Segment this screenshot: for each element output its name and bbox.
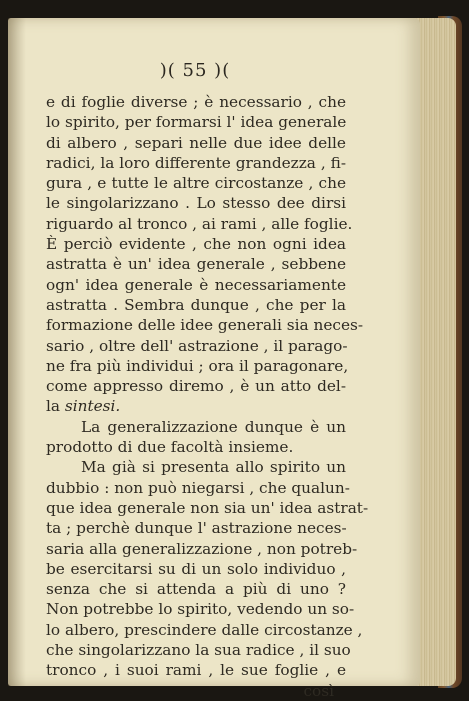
text-line-content: lo spirito, per formarsi l' idea generale — [46, 113, 347, 132]
text-line-content: e di foglie diverse ; è necessario , che — [46, 93, 346, 111]
text-line — [46, 437, 346, 457]
text-line — [46, 193, 346, 213]
italic-term: sintesi. — [64, 397, 121, 416]
text-line — [46, 336, 346, 356]
text-line-content: riguardo al tronco , ai rami , alle foglie. — [46, 214, 353, 233]
text-line-content: lo albero, prescindere dalle circostanze , — [46, 620, 363, 639]
text-line-content: La generalizzazione dunque è un — [81, 417, 346, 436]
text-line — [46, 214, 353, 234]
text-line — [46, 356, 349, 376]
text-line — [46, 539, 358, 559]
text-line-content: che singolarizzano la sua radice , il suo — [46, 641, 351, 660]
page-number-header: )( 55 )( — [159, 60, 231, 81]
text-line-content: saria alla generalizzazione , non potreb- — [46, 539, 358, 558]
text-line-content: astratta è un' idea generale , sebbene — [46, 255, 346, 274]
text-line-content: prodotto di due facoltà insieme. — [46, 438, 294, 457]
text-line — [46, 234, 346, 254]
text-line — [46, 112, 346, 132]
text-line-content: be esercitarsi su di un solo individuo , — [46, 559, 346, 578]
text-line — [46, 599, 355, 619]
text-line — [46, 396, 346, 416]
text-line-content: ogn' idea generale è necessariamente — [46, 275, 346, 294]
text-line — [46, 457, 346, 477]
text-line-content: sario , oltre dell' astrazione , il parago- — [46, 336, 348, 355]
text-line-content: È perciò evidente , che non ogni idea — [46, 235, 346, 254]
text-line — [46, 559, 346, 579]
text-line-content: gura , e tutte le altre circostanze , che — [46, 174, 346, 193]
text-line-content: ne fra più individui ; ora il paragonare, — [46, 356, 349, 375]
text-line — [46, 275, 346, 295]
gutter-shadow — [8, 18, 26, 686]
text-line-content: ta ; perchè dunque l' astrazione neces- — [46, 519, 347, 538]
text-line-content: Non potrebbe lo spirito, vedendo un so- — [46, 600, 355, 619]
text-line — [46, 518, 346, 538]
text-line-content: dubbio : non può niegarsi , che qualun- — [46, 478, 350, 497]
text-line — [46, 92, 346, 112]
text-line — [46, 133, 346, 153]
text-line-content: Ma già si presenta allo spirito un — [81, 458, 346, 477]
text-line-content: astratta . Sembra dunque , che per la — [46, 295, 346, 314]
text-line — [46, 173, 346, 193]
text-line — [46, 417, 346, 437]
body-text — [46, 92, 369, 701]
text-line-content: di albero , separi nelle due idee delle — [46, 133, 346, 152]
text-line — [46, 295, 346, 315]
text-line — [46, 681, 346, 701]
text-line — [46, 153, 346, 173]
text-line-content: radici, la loro differente grandezza , fi- — [46, 153, 346, 172]
text-line — [46, 660, 346, 680]
text-line-content: que idea generale non sia un' idea astrat- — [46, 498, 369, 517]
text-line — [46, 640, 351, 660]
text-line-content: le singolarizzano . Lo stesso dee dirsi — [46, 194, 346, 213]
text-line — [46, 254, 346, 274]
text-line-content: senza che si attenda a più di uno ? — [46, 580, 346, 599]
text-line — [46, 498, 369, 518]
text-line-content: la — [46, 397, 65, 416]
text-line — [46, 315, 364, 335]
text-line — [46, 478, 350, 498]
text-line-content: così — [303, 681, 334, 700]
text-line — [46, 376, 346, 396]
text-line-content: formazione delle idee generali sia neces- — [46, 316, 364, 335]
text-line — [46, 579, 346, 599]
text-line-content: tronco , i suoi rami , le sue foglie , e — [46, 661, 346, 680]
text-line — [46, 620, 363, 640]
text-line-content: come appresso diremo , è un atto del- — [46, 377, 346, 396]
